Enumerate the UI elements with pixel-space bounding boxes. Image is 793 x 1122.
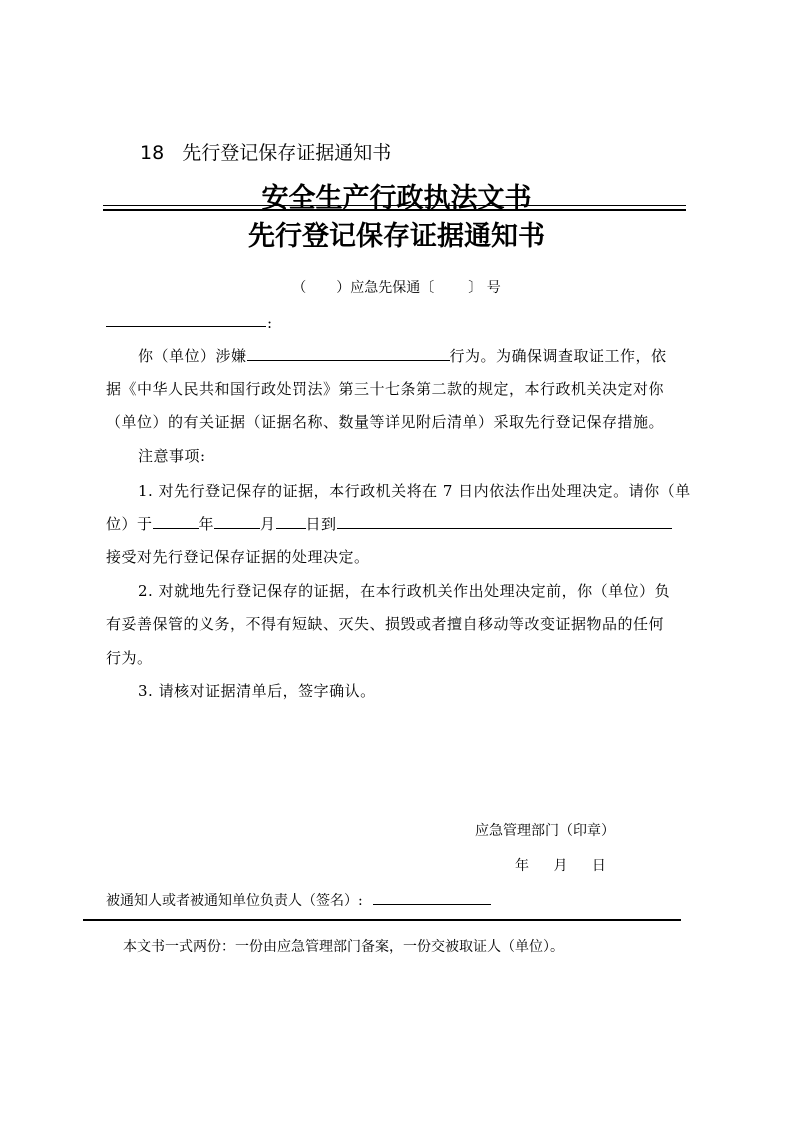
notes-title: 注意事项: [138, 447, 206, 465]
paragraph-measure: （单位）的有关证据（证据名称、数量等详见附后清单）采取先行登记保存措施。 [106, 413, 665, 431]
footer-rule [83, 919, 681, 921]
department-seal-label: 应急管理部门（印章） [475, 823, 615, 839]
signature-date: 年 月 日 [515, 858, 606, 874]
notified-signature-field[interactable] [373, 890, 491, 905]
title-rule-thick [103, 209, 686, 211]
recipient-name-field[interactable] [106, 326, 266, 327]
document-title: 先行登记保存证据通知书 [248, 221, 545, 252]
note-1-line-3: 接受对先行登记保存证据的处理决定。 [106, 548, 370, 566]
suspected-act-field[interactable] [247, 346, 450, 361]
document-number: （ ）应急先保通〔 〕 号 [292, 280, 501, 296]
recipient-colon: : [267, 314, 273, 332]
footer-note: 本文书一式两份：一份由应急管理部门备案，一份交被取证人（单位）。 [123, 939, 564, 955]
note-2-line-2: 有妥善保管的义务，不得有短缺、灭失、损毁或者擅自移动等改变证据物品的任何 [106, 615, 665, 633]
paragraph-legal-basis: 据《中华人民共和国行政处罚法》第三十七条第二款的规定，本行政机关决定对你 [106, 380, 665, 398]
note-2-line-3: 行为。 [106, 649, 153, 667]
paragraph-suspected-act: 你（单位）涉嫌 行为。为确保调查取证工作，依 [138, 347, 667, 365]
document-series-title: 安全生产行政执法文书 [261, 183, 532, 214]
form-heading-text: 先行登记保存证据通知书 [182, 142, 392, 164]
form-number: 18 [140, 142, 165, 164]
location-field[interactable] [337, 514, 672, 529]
notified-signature-row: 被通知人或者被通知单位负责人（签名）: [106, 890, 491, 910]
note-1-line-1: 1. 对先行登记保存的证据，本行政机关将在 7 日内依法作出处理决定。请你（单 [138, 482, 691, 500]
note-1-line-2: 位）于 年 月 日到 [106, 513, 672, 534]
year-field[interactable] [153, 514, 199, 529]
title-rule-thin [103, 205, 686, 206]
note-2-line-1: 2. 对就地先行登记保存的证据，在本行政机关作出处理决定前，你（单位）负 [138, 582, 671, 600]
day-field[interactable] [276, 514, 306, 529]
note-3: 3. 请核对证据清单后，签字确认。 [138, 682, 376, 700]
form-number-heading [140, 138, 391, 165]
month-field[interactable] [214, 514, 260, 529]
